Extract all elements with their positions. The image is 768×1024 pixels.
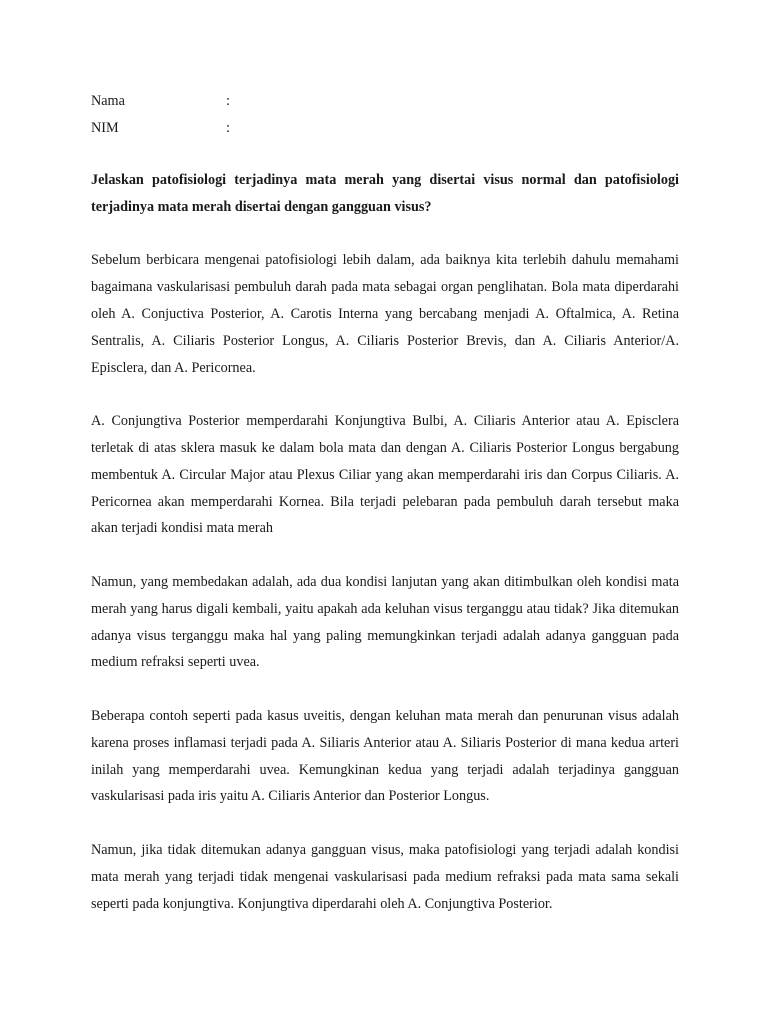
paragraph-2: A. Conjungtiva Posterior memperdarahi Konjungtiva Bulbi, A. Ciliaris Anterior atau A. Episclera terletak di atas sklera masuk ke dalam bola mata dan dengan A. Ciliaris Posterior Longus bergabung membentuk A. Circular Major atau Plexus Ciliar yang akan memperdarahi iris dan Corpus Ciliaris. A. Pericornea akan memperdarahi Kornea. Bila terjadi pelebaran pada pembuluh darah tersebut maka akan terjadi kondisi mata merah xyxy=(91,413,679,537)
name-colon: : xyxy=(226,93,230,109)
name-label: Nama xyxy=(91,93,125,109)
paragraph-3: Namun, yang membedakan adalah, ada dua kondisi lanjutan yang akan ditimbulkan oleh kondisi mata merah yang harus digali kembali, yaitu apakah ada keluhan visus terganggu atau tidak? Jika ditemukan adanya visus terganggu maka hal yang paling memungkinkan terjadi adalah adanya gangguan pada medium refraksi seperti uvea. xyxy=(91,573,679,671)
question-text: Jelaskan patofisiologi terjadinya mata merah yang disertai visus normal dan patofisiologi terjadinya mata merah disertai dengan gangguan visus? xyxy=(91,172,679,215)
document-body xyxy=(91,167,679,944)
name-field xyxy=(91,92,246,110)
paragraph-4: Beberapa contoh seperti pada kasus uveitis, dengan keluhan mata merah dan penurunan visus adalah karena proses inflamasi terjadi pada A. Siliaris Anterior atau A. Siliaris Posterior di mana kedua arteri inilah yang memperdarahi uvea. Kemungkinan kedua yang terjadi adalah terjadinya gangguan vaskularisasi pada iris yaitu A. Ciliaris Anterior dan Posterior Longus. xyxy=(91,707,679,805)
paragraph-5: Namun, jika tidak ditemukan adanya gangguan visus, maka patofisiologi yang terjadi adalah kondisi mata merah yang terjadi tidak mengenai vaskularisasi pada medium refraksi pada mata sama sekali seperti pada konjungtiva. Konjungtiva diperdarahi oleh A. Conjungtiva Posterior. xyxy=(91,841,679,912)
paragraph-1: Sebelum berbicara mengenai patofisiologi lebih dalam, ada baiknya kita terlebih dahulu memahami bagaimana vaskularisasi pembuluh darah pada mata sebagai organ penglihatan. Bola mata diperdarahi oleh A. Conjuctiva Posterior, A. Carotis Interna yang bercabang menjadi A. Oftalmica, A. Retina Sentralis, A. Ciliaris Posterior Longus, A. Ciliaris Posterior Brevis, dan A. Ciliaris Anterior/A. Episclera, dan A. Pericornea. xyxy=(91,252,679,376)
nim-colon: : xyxy=(226,120,230,136)
nim-label: NIM xyxy=(91,120,119,136)
nim-field xyxy=(91,119,246,137)
